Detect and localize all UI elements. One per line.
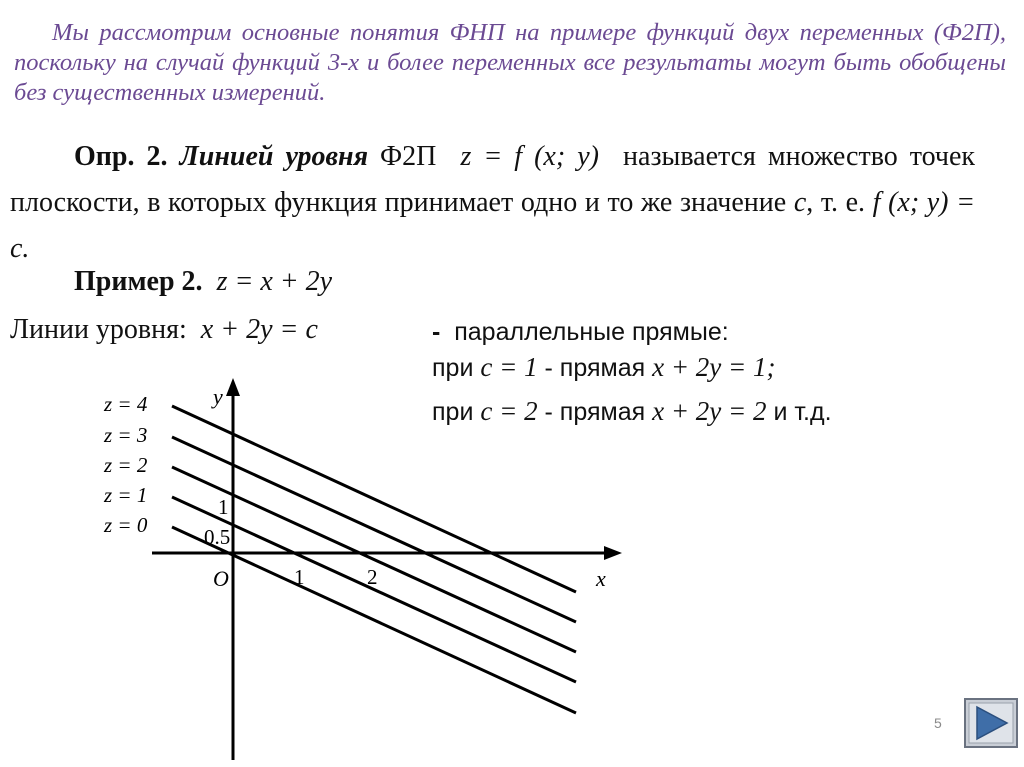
right-line-3-prefix: при [432,398,474,426]
x-axis-arrow [604,546,622,560]
right-line-3-mid: - прямая [544,398,646,426]
x-axis-label: x [596,566,606,591]
right-line-2-cond: c = 1 [480,352,538,382]
level-label-z3: z = 3 [104,423,148,447]
y-tick-1: 1 [218,495,229,519]
right-line-2-eq: x + 2y = 1; [652,352,776,382]
play-forward-icon[interactable] [964,698,1018,748]
definition-label: Опр. 2. [74,141,168,172]
level-label-z0: z = 0 [104,513,148,537]
definition-fn-formula: z = f (x; y) [460,141,599,172]
x-tick-2: 2 [367,565,378,589]
level-lines-formula: x + 2y = c [200,314,318,345]
right-dash: - [432,318,441,346]
y-tick-0-5: 0.5 [204,525,231,549]
definition-text-2: , т. е. [806,187,866,218]
definition-term: Линией уровня [179,141,369,172]
level-lines-label: Линии уровня: [10,314,187,345]
definition-c: c [793,187,807,218]
level-label-z1: z = 1 [104,483,148,507]
y-axis-label: y [213,384,223,409]
right-line-3-eq: x + 2y = 2 [652,396,767,426]
intro-paragraph: Мы рассмотрим основные понятия ФНП на примере функций двух переменных (Ф2П), поскольку на случай функций 3-х и более переменных все результаты могут быть обобщены без существенных измерений. [14,19,1006,106]
definition-equation: f (x; y) = c. [10,187,976,264]
example-label: Пример 2. [74,266,203,297]
x-tick-1: 1 [294,565,305,589]
right-line-2-mid: - прямая [544,354,646,382]
right-line-1: параллельные прямые: [454,318,729,346]
right-line-3-suffix: и т.д. [773,398,832,426]
definition-text: называется множество точек плоскости, в которых функция принимает одно и то же значение [10,141,976,218]
right-line-2-prefix: при [432,354,474,382]
right-line-3-cond: c = 2 [480,396,538,426]
definition-fn-abbr: Ф2П [380,141,437,172]
level-label-z4: z = 4 [104,392,148,416]
origin-label: O [213,566,229,591]
example-formula: z = x + 2y [216,266,333,297]
y-axis-arrow [226,378,240,396]
level-label-z2: z = 2 [104,453,148,477]
slide-number: 5 [934,715,942,731]
